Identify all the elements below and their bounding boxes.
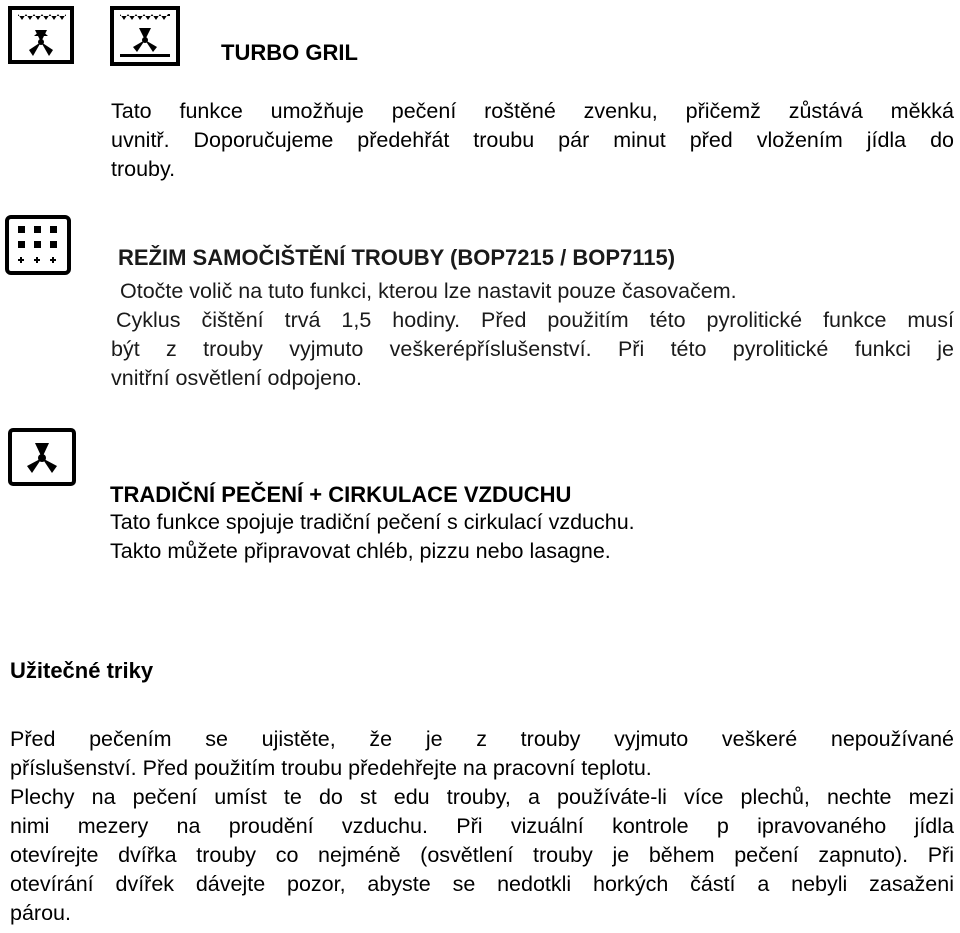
text-line: Cyklus čištění trvá 1,5 hodiny. Před použitím této pyrolitické funkce musí bbox=[116, 308, 954, 332]
fan-circulation-icon bbox=[8, 428, 76, 486]
text-line: Plechy na pečení umíst te do st edu trouby, a používáte-li více plechů, nechte mezi bbox=[10, 785, 954, 809]
text-line: trouby. bbox=[111, 157, 176, 181]
text-line: nimi mezery na proudění vzduchu. Při vizuální kontrole p ipravovaného jídla bbox=[10, 814, 954, 838]
text-line: otevírání dvířek dávejte pozor, abyste se nedotkli horkých částí a nebyli zasaženi bbox=[10, 872, 954, 896]
self-cleaning-text bbox=[111, 277, 954, 393]
self-cleaning-dots-icon bbox=[5, 215, 71, 275]
text-line: uvnitř. Doporučujeme předehřát troubu pár minut před vložením jídla do bbox=[111, 128, 954, 152]
text-line: Tato funkce spojuje tradiční pečení s cirkulací vzduchu. bbox=[110, 510, 635, 534]
text-line: párou. bbox=[10, 901, 71, 925]
text-line: Tato funkce umožňuje pečení roštěné zvenku, přičemž zůstává měkká bbox=[111, 99, 954, 123]
traditional-title: TRADIČNÍ PEČENÍ + CIRKULACE VZDUCHU bbox=[110, 482, 572, 507]
turbo-grill-text bbox=[111, 97, 954, 184]
tips-title: Užitečné triky bbox=[10, 658, 154, 683]
text-line: otevírejte dvířka trouby co nejméně (osvětlení trouby je během pečení zapnuto). Při bbox=[10, 843, 954, 867]
traditional-text bbox=[110, 508, 910, 566]
turbo-grill-combined-icon bbox=[110, 6, 180, 66]
text-line: být z trouby vyjmuto veškerépříslušenství. Při této pyrolitické funkci je bbox=[111, 337, 954, 361]
text-line: Takto můžete připravovat chléb, pizzu nebo lasagne. bbox=[110, 539, 611, 563]
turbo-grill-title: TURBO GRIL bbox=[221, 40, 358, 65]
turbo-grill-fan-icon bbox=[8, 6, 74, 64]
text-line: vnitřní osvětlení odpojeno. bbox=[111, 366, 362, 390]
text-line: Otočte volič na tuto funkci, kterou lze nastavit pouze časovačem. bbox=[120, 279, 737, 303]
tips-text bbox=[10, 725, 954, 928]
self-cleaning-title: REŽIM SAMOČIŠTĚNÍ TROUBY (BOP7215 / BOP7115) bbox=[118, 245, 676, 270]
text-line: příslušenství. Před použitím troubu předehřejte na pracovní teplotu. bbox=[10, 756, 652, 780]
text-line: Před pečením se ujistěte, že je z trouby vyjmuto veškeré nepoužívané bbox=[10, 727, 954, 751]
